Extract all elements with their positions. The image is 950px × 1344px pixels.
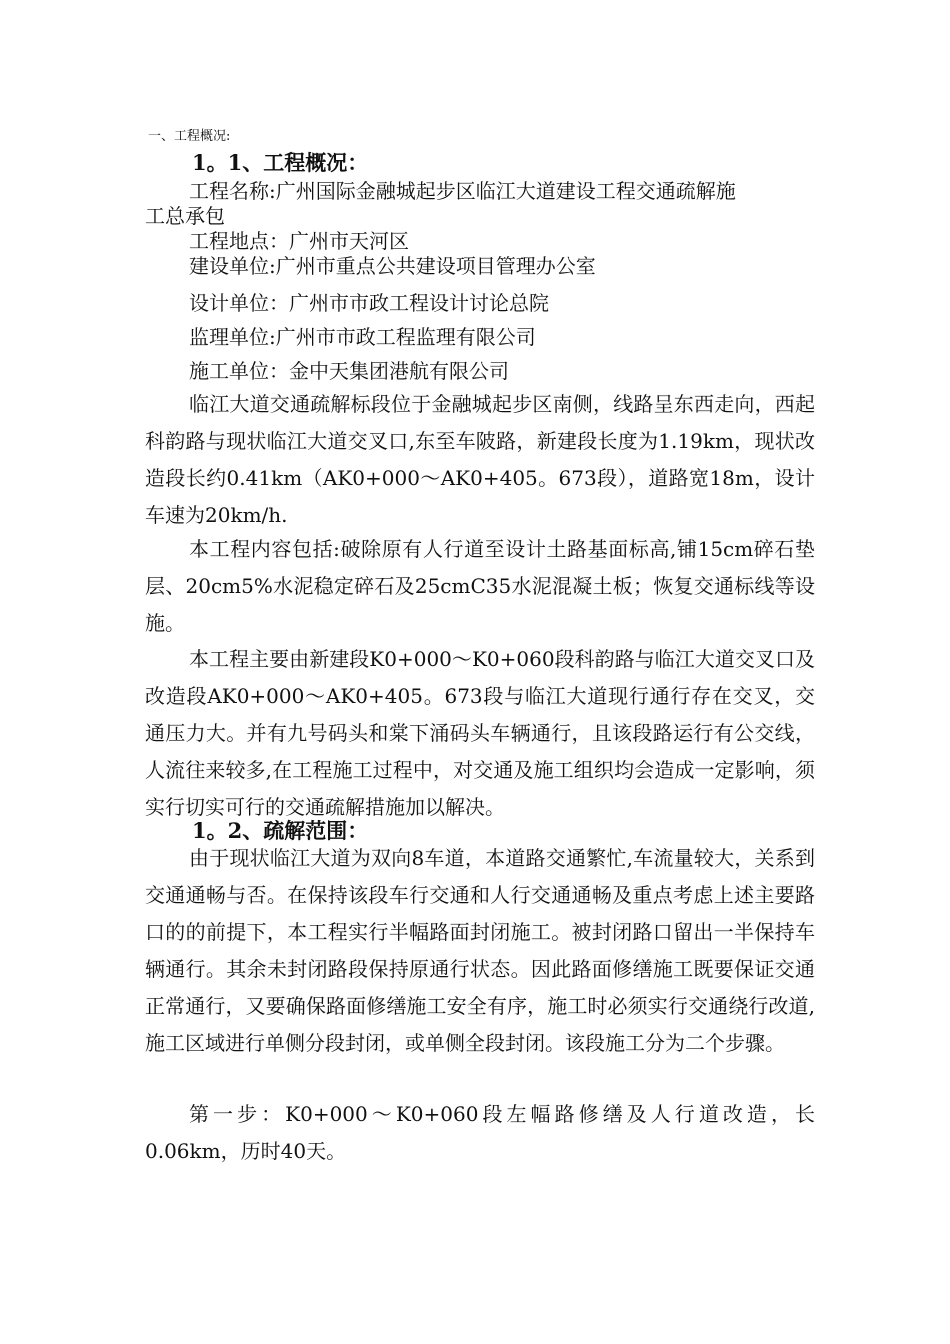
project-location: 工程地点：广州市天河区: [189, 229, 409, 253]
chapter-heading: 一、工程概况:: [148, 129, 231, 144]
section-1-1-heading: 1。1、工程概况：: [192, 150, 369, 175]
project-name-line-1: 工程名称:广州国际金融城起步区临江大道建设工程交通疏解施: [189, 179, 736, 203]
section-1-2-heading: 1。2、疏解范围：: [192, 818, 369, 843]
paragraph-route-description: 临江大道交通疏解标段位于金融城起步区南侧，线路呈东西走向，西起科韵路与现状临江大道交叉口,东至车陂路，新建段长度为1.19km，现状改造段长约0.41km（AK0+000～AK0+405。673段），道路宽18m，设计车速为20km/h.: [145, 392, 815, 527]
contractor-unit: 施工单位：金中天集团港航有限公司: [189, 359, 509, 383]
paragraph-step-one: 第一步：K0+000～K0+060段左幅路修缮及人行道改造，长0.06km，历时40天。: [145, 1102, 815, 1163]
design-unit: 设计单位：广州市市政工程设计讨论总院: [189, 291, 549, 315]
project-name-line-2: 工总承包: [145, 204, 225, 228]
supervision-unit: 监理单位:广州市市政工程监理有限公司: [189, 325, 536, 349]
paragraph-diversion-scope: 由于现状临江大道为双向8车道，本道路交通繁忙,车流量较大，关系到交通通畅与否。在保持该段车行交通和人行交通通畅及重点考虑上述主要路口的的前提下，本工程实行半幅路面封闭施工。被封闭路口留出一半保持车辆通行。其余未封闭路段保持原通行状态。因此路面修缮施工既要保证交通正常通行，又要确保路面修缮施工安全有序，施工时必须实行交通绕行改道,施工区域进行单侧分段封闭，或单侧全段封闭。该段施工分为二个步骤。: [145, 846, 815, 1055]
construction-unit: 建设单位:广州市重点公共建设项目管理办公室: [189, 254, 596, 278]
paragraph-traffic-impact: 本工程主要由新建段K0+000～K0+060段科韵路与临江大道交叉口及改造段AK0+000～AK0+405。673段与临江大道现行通行存在交叉，交通压力大。并有九号码头和棠下涌码头车辆通行，且该段路运行有公交线，人流往来较多,在工程施工过程中，对交通及施工组织均会造成一定影响，须实行切实可行的交通疏解措施加以解决。: [145, 647, 815, 819]
paragraph-scope-of-work: 本工程内容包括:破除原有人行道至设计土路基面标高,铺15cm碎石垫层、20cm5%水泥稳定碎石及25cmC35水泥混凝土板；恢复交通标线等设施。: [145, 537, 815, 635]
